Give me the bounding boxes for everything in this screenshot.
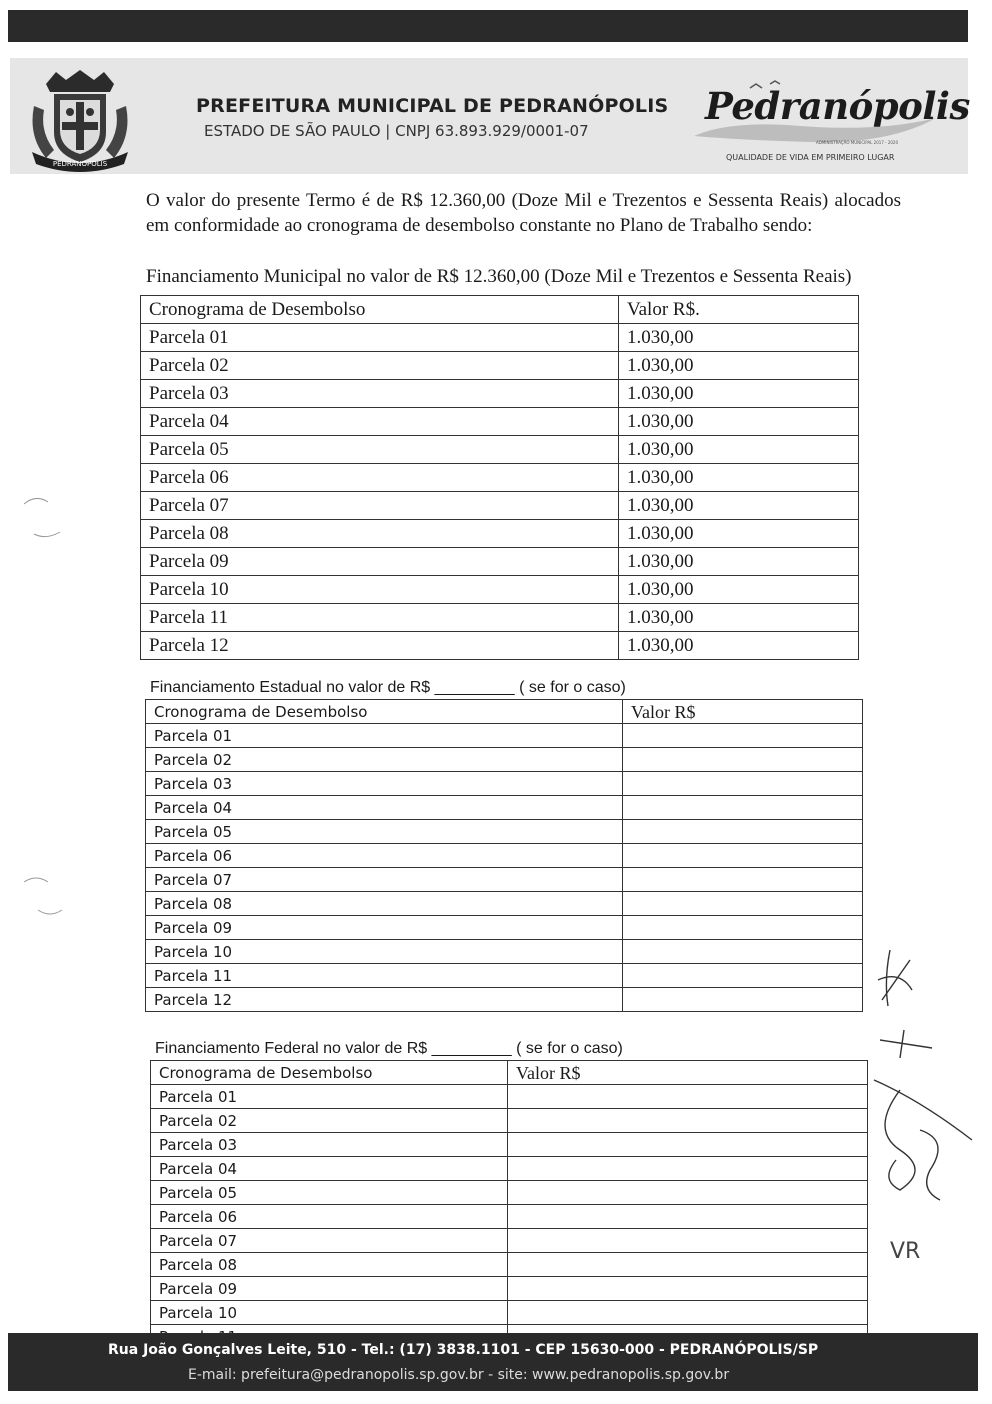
logo-administration-text: ADMINISTRAÇÃO MUNICIPAL 2017 - 2020 — [816, 140, 899, 145]
table-row — [141, 436, 859, 464]
installment-value — [623, 820, 863, 844]
table-row — [141, 352, 859, 380]
column-header-value: Valor R$ — [508, 1061, 868, 1085]
table-row — [141, 380, 859, 408]
installment-label: Parcela 07 — [146, 868, 623, 892]
table-row — [151, 1109, 868, 1133]
installment-value — [623, 988, 863, 1012]
installment-value — [623, 868, 863, 892]
installment-value — [508, 1277, 868, 1301]
installment-label: Parcela 06 — [141, 464, 619, 492]
header-subtitle: ESTADO DE SÃO PAULO | CNPJ 63.893.929/0001-07 — [204, 122, 589, 140]
table-row — [141, 324, 859, 352]
installment-label: Parcela 04 — [141, 408, 619, 436]
installment-value — [508, 1205, 868, 1229]
table-row — [151, 1085, 868, 1109]
installment-label: Parcela 06 — [146, 844, 623, 868]
federal-disbursement-table — [150, 1060, 868, 1349]
table-row — [151, 1253, 868, 1277]
installment-value: 1.030,00 — [619, 520, 859, 548]
installment-value — [623, 748, 863, 772]
federal-financing-label: Financiamento Federal no valor de R$ _________ ( se for o caso) — [155, 1040, 623, 1057]
installment-value — [508, 1133, 868, 1157]
installment-value: 1.030,00 — [619, 408, 859, 436]
installment-label: Parcela 06 — [151, 1205, 508, 1229]
installment-label: Parcela 08 — [141, 520, 619, 548]
municipal-crest-icon — [26, 66, 134, 174]
table-row — [151, 1205, 868, 1229]
installment-value — [508, 1157, 868, 1181]
installment-label: Parcela 02 — [141, 352, 619, 380]
installment-label: Parcela 07 — [141, 492, 619, 520]
installment-value: 1.030,00 — [619, 604, 859, 632]
state-disbursement-table — [145, 699, 863, 1012]
installment-value — [508, 1085, 868, 1109]
municipal-financing-line: Financiamento Municipal no valor de R$ 12.360,00 (Doze Mil e Trezentos e Sessenta Reais) — [146, 266, 852, 287]
installment-label: Parcela 10 — [146, 940, 623, 964]
table-row — [146, 916, 863, 940]
installment-value — [623, 844, 863, 868]
table-row — [146, 748, 863, 772]
installment-label: Parcela 05 — [151, 1181, 508, 1205]
installment-value: 1.030,00 — [619, 464, 859, 492]
header-title: PREFEITURA MUNICIPAL DE PEDRANÓPOLIS — [196, 95, 669, 117]
installment-value — [623, 916, 863, 940]
installment-label: Parcela 01 — [151, 1085, 508, 1109]
table-row — [151, 1301, 868, 1325]
table-row — [146, 868, 863, 892]
installment-value: 1.030,00 — [619, 324, 859, 352]
installment-label: Parcela 11 — [141, 604, 619, 632]
column-header-value: Valor R$. — [619, 296, 859, 324]
table-row — [141, 632, 859, 660]
table-row — [146, 772, 863, 796]
installment-value — [623, 964, 863, 988]
table-row — [151, 1133, 868, 1157]
installment-value: 1.030,00 — [619, 632, 859, 660]
installment-label: Parcela 05 — [146, 820, 623, 844]
installment-label: Parcela 07 — [151, 1229, 508, 1253]
table-row — [146, 820, 863, 844]
installment-value: 1.030,00 — [619, 380, 859, 408]
table-row — [151, 1229, 868, 1253]
table-row — [146, 796, 863, 820]
installment-value — [623, 724, 863, 748]
table-row — [141, 464, 859, 492]
installment-value: 1.030,00 — [619, 436, 859, 464]
table-row — [141, 576, 859, 604]
table-row — [151, 1157, 868, 1181]
installment-value — [623, 772, 863, 796]
table-header-row — [141, 296, 859, 324]
installment-label: Parcela 09 — [146, 916, 623, 940]
installment-value: 1.030,00 — [619, 548, 859, 576]
state-financing-label: Financiamento Estadual no valor de R$ _________ ( se for o caso) — [150, 679, 626, 696]
punch-hole-marks-icon — [20, 490, 70, 930]
handwritten-initials-text: VR — [890, 1239, 921, 1264]
installment-value — [508, 1109, 868, 1133]
installment-value — [508, 1181, 868, 1205]
crest-banner-text: PEDRANOPOLIS — [52, 160, 108, 168]
footer-band — [8, 1333, 978, 1391]
installment-label: Parcela 11 — [146, 964, 623, 988]
table-row — [146, 892, 863, 916]
installment-value — [623, 796, 863, 820]
installment-value: 1.030,00 — [619, 352, 859, 380]
column-header-value: Valor R$ — [623, 700, 863, 724]
table-row — [141, 604, 859, 632]
table-row — [151, 1181, 868, 1205]
handwritten-initials-icon — [860, 940, 980, 1270]
column-header-schedule: Cronograma de Desembolso — [141, 296, 619, 324]
table-row — [146, 964, 863, 988]
table-row — [141, 492, 859, 520]
installment-value — [508, 1301, 868, 1325]
installment-label: Parcela 09 — [141, 548, 619, 576]
installment-label: Parcela 02 — [146, 748, 623, 772]
installment-label: Parcela 08 — [151, 1253, 508, 1277]
logo-wordmark: Pedranópolis — [705, 84, 970, 128]
installment-label: Parcela 12 — [146, 988, 623, 1012]
installment-label: Parcela 05 — [141, 436, 619, 464]
installment-label: Parcela 03 — [151, 1133, 508, 1157]
installment-value: 1.030,00 — [619, 492, 859, 520]
installment-label: Parcela 10 — [141, 576, 619, 604]
installment-label: Parcela 09 — [151, 1277, 508, 1301]
installment-label: Parcela 04 — [146, 796, 623, 820]
column-header-schedule: Cronograma de Desembolso — [146, 700, 623, 724]
logo-tagline: QUALIDADE DE VIDA EM PRIMEIRO LUGAR — [726, 153, 895, 162]
footer-contact: E-mail: prefeitura@pedranopolis.sp.gov.br - site: www.pedranopolis.sp.gov.br — [188, 1367, 730, 1383]
municipal-disbursement-table — [140, 295, 859, 660]
table-row — [146, 844, 863, 868]
installment-label: Parcela 04 — [151, 1157, 508, 1181]
table-row — [141, 520, 859, 548]
installment-label: Parcela 08 — [146, 892, 623, 916]
table-row — [141, 408, 859, 436]
table-row — [146, 724, 863, 748]
installment-label: Parcela 03 — [146, 772, 623, 796]
table-row — [151, 1277, 868, 1301]
table-header-row — [151, 1061, 868, 1085]
installment-label: Parcela 01 — [146, 724, 623, 748]
installment-label: Parcela 12 — [141, 632, 619, 660]
table-header-row — [146, 700, 863, 724]
column-header-schedule: Cronograma de Desembolso — [151, 1061, 508, 1085]
installment-value: 1.030,00 — [619, 576, 859, 604]
table-row — [146, 940, 863, 964]
installment-value — [623, 892, 863, 916]
installment-value — [508, 1229, 868, 1253]
installment-value — [623, 940, 863, 964]
footer-address: Rua João Gonçalves Leite, 510 - Tel.: (17) 3838.1101 - CEP 15630-000 - PEDRANÓPOLIS/SP — [108, 1342, 819, 1358]
table-row — [146, 988, 863, 1012]
installment-label: Parcela 02 — [151, 1109, 508, 1133]
installment-label: Parcela 03 — [141, 380, 619, 408]
installment-value — [508, 1253, 868, 1277]
top-scan-band — [8, 10, 968, 42]
installment-label: Parcela 10 — [151, 1301, 508, 1325]
table-row — [141, 548, 859, 576]
intro-paragraph: O valor do presente Termo é de R$ 12.360,00 (Doze Mil e Trezentos e Sessenta Reais) alocados em conformidade ao cronograma de desembolso constante no Plano de Trabalho sendo: — [146, 190, 901, 236]
installment-label: Parcela 01 — [141, 324, 619, 352]
